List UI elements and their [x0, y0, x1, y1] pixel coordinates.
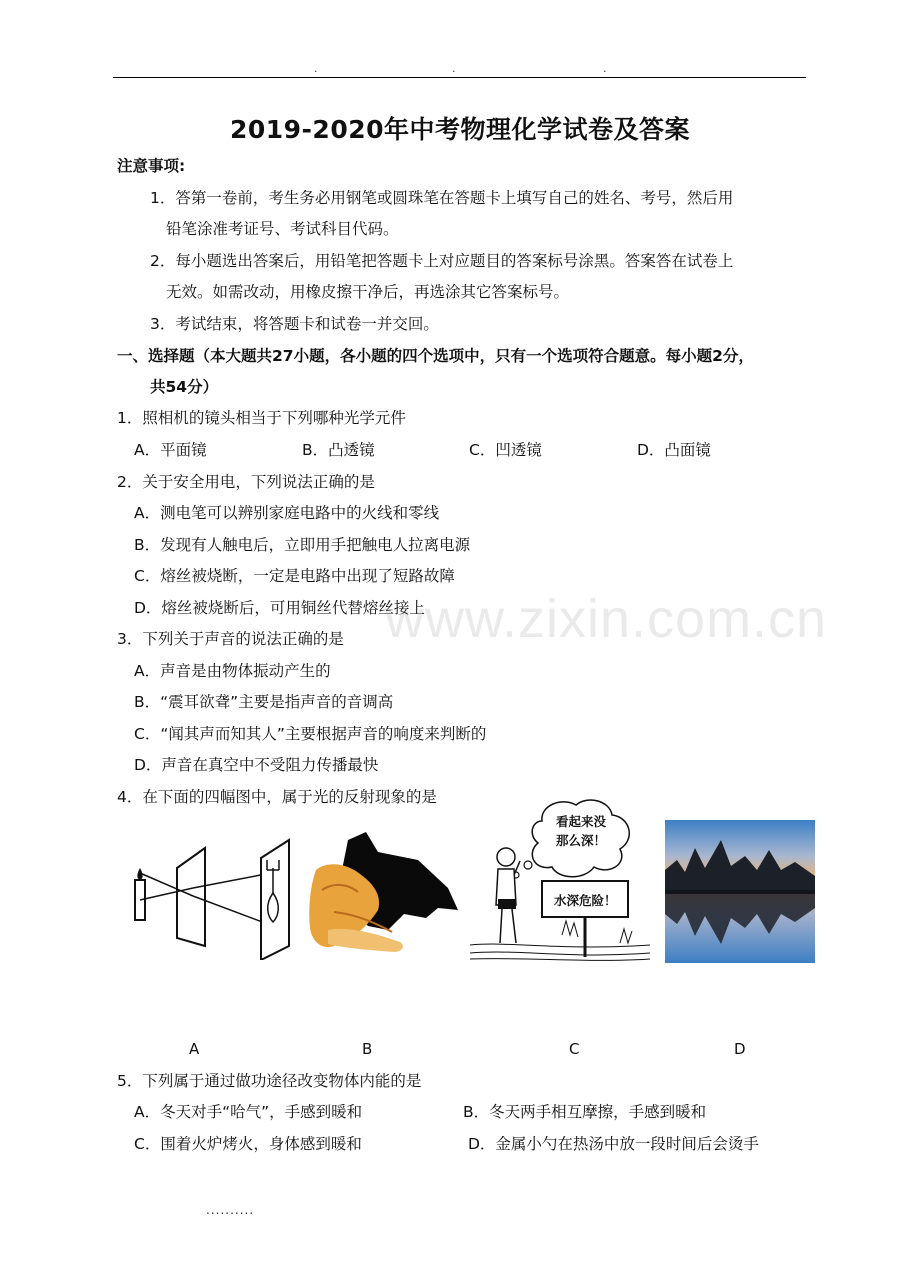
question-3-stem: 3．下列关于声音的说法正确的是 [117, 630, 344, 648]
notice-item-2: 2．每小题选出答案后，用铅笔把答题卡上对应题目的答案标号涂黑。答案答在试卷上 [150, 252, 734, 270]
question-5-option-c: C．围着火炉烤火，身体感到暖和 [134, 1135, 362, 1153]
header-dot: . [603, 62, 607, 75]
question-3-option-b: B．“震耳欲聋”主要是指声音的音调高 [134, 693, 394, 711]
question-1-option-d: D．凸面镜 [637, 441, 711, 459]
header-rule [113, 77, 806, 78]
header-dot: . [314, 62, 318, 75]
question-3-option-c: C．“闻其声而知其人”主要根据声音的响度来判断的 [134, 725, 487, 743]
page-title: 2019-2020年中考物理化学试卷及答案 [229, 115, 691, 144]
question-2-option-c: C．熔丝被烧断，一定是电路中出现了短路故障 [134, 567, 455, 585]
question-1-stem: 1．照相机的镜头相当于下列哪种光学元件 [117, 409, 406, 427]
question-1-option-a: A．平面镜 [134, 441, 207, 459]
figure-label-b: B [362, 1040, 373, 1058]
figure-a-pinhole-camera [133, 838, 293, 960]
notice-item-3: 3．考试结束，将答题卡和试卷一并交回。 [150, 315, 439, 333]
header-dot: . [452, 62, 456, 75]
question-1-option-b: B．凸透镜 [302, 441, 375, 459]
figure-label-a: A [189, 1040, 200, 1058]
question-3-option-d: D．声音在真空中不受阻力传播最快 [134, 756, 379, 774]
question-2-stem: 2．关于安全用电，下列说法正确的是 [117, 473, 375, 491]
question-1-option-c: C．凹透镜 [469, 441, 542, 459]
figure-c-bubble-line2: 那么深！ [556, 833, 607, 848]
footer-dots: .......... [206, 1203, 255, 1217]
watermark: www.zixin.com.cn [385, 589, 828, 649]
question-2-option-d: D．熔丝被烧断后，可用铜丝代替熔丝接上 [134, 599, 425, 617]
figure-d-lake-reflection [665, 820, 815, 963]
question-5-option-b: B．冬天两手相互摩擦，手感到暖和 [463, 1103, 707, 1121]
figure-label-d: D [734, 1040, 746, 1058]
question-2-option-b: B．发现有人触电后，立即用手把触电人拉离电源 [134, 536, 471, 554]
question-5-option-a: A．冬天对手“哈气”，手感到暖和 [134, 1103, 363, 1121]
figure-c-bubble-line1: 看起来没 [556, 814, 607, 829]
notice-item-1-cont: 铅笔涂准考证号、考试科目代码。 [166, 220, 399, 238]
question-2-option-a: A．测电笔可以辨别家庭电路中的火线和零线 [134, 504, 440, 522]
question-4-stem: 4．在下面的四幅图中，属于光的反射现象的是 [117, 788, 437, 806]
section-heading: 一、选择题（本大题共27小题，各小题的四个选项中，只有一个选项符合题意。每小题2分， [117, 347, 754, 365]
question-3-option-a: A．声音是由物体振动产生的 [134, 662, 331, 680]
figure-c-sign-text: 水深危险！ [554, 893, 617, 908]
section-heading-cont: 共54分） [150, 378, 219, 396]
figure-b-hand-shadow [308, 830, 460, 958]
notice-item-2-cont: 无效。如需改动，用橡皮擦干净后，再选涂其它答案标号。 [166, 283, 570, 301]
figure-c-cartoon [470, 795, 650, 963]
question-5-stem: 5．下列属于通过做功途径改变物体内能的是 [117, 1072, 422, 1090]
notice-item-1: 1．答第一卷前，考生务必用钢笔或圆珠笔在答题卡上填写自己的姓名、考号，然后用 [150, 189, 734, 207]
notice-heading: 注意事项: [117, 157, 186, 175]
question-5-option-d: D．金属小勺在热汤中放一段时间后会烫手 [468, 1135, 759, 1153]
figure-label-c: C [569, 1040, 580, 1058]
